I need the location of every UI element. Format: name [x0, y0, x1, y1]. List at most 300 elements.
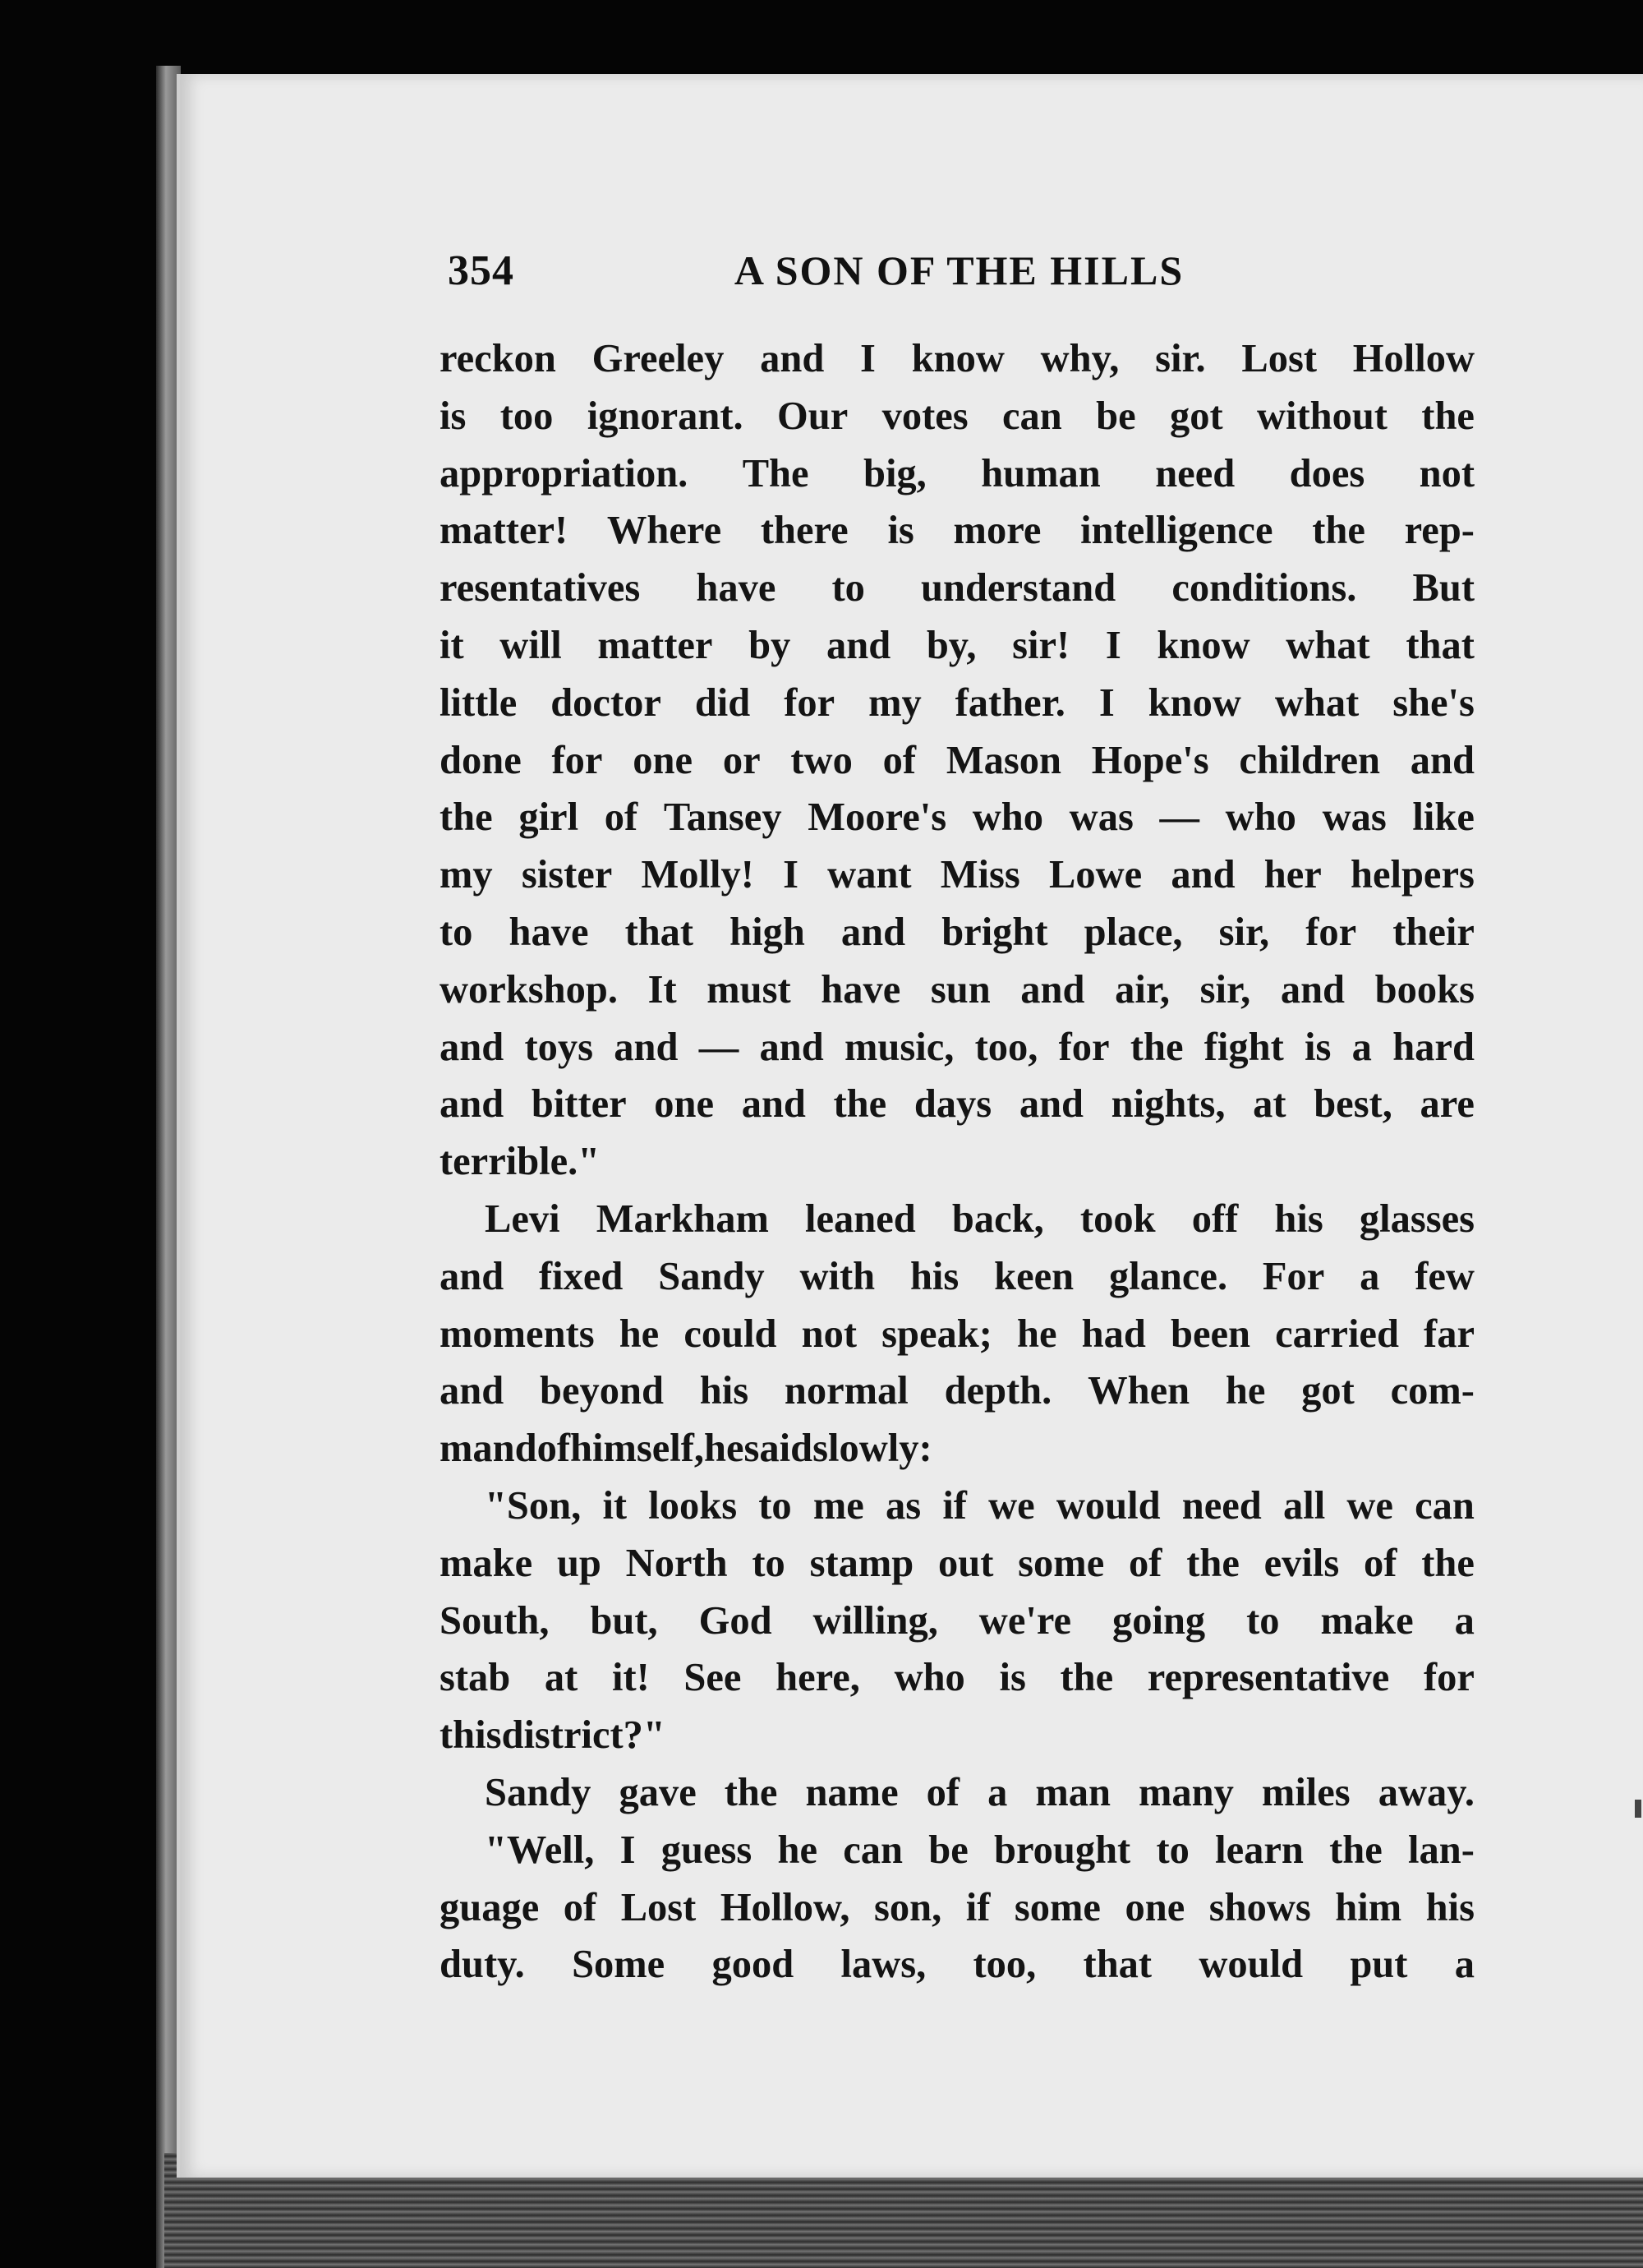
- word: understand: [921, 566, 1116, 611]
- word: would: [1199, 1943, 1304, 1987]
- word: and: [440, 1082, 504, 1127]
- word: I: [619, 1828, 636, 1872]
- word: that: [624, 910, 694, 954]
- word: not: [801, 1311, 858, 1356]
- word: moments: [440, 1311, 595, 1356]
- word: up: [556, 1541, 601, 1585]
- word: a: [1454, 1943, 1475, 1987]
- word: appropriation.: [440, 451, 688, 496]
- word: stamp: [809, 1541, 914, 1585]
- word: a: [1360, 1254, 1380, 1298]
- text-line: [440, 1019, 1475, 1076]
- word: have: [696, 566, 776, 611]
- word: his: [1425, 1885, 1475, 1929]
- word: Molly!: [641, 853, 754, 897]
- word: stab: [440, 1656, 511, 1700]
- word: without: [1256, 394, 1388, 438]
- text-line: [440, 732, 1475, 790]
- word: keen: [994, 1254, 1075, 1298]
- text-line: [440, 1649, 1475, 1707]
- word: For: [1262, 1254, 1325, 1298]
- word: he: [619, 1311, 660, 1356]
- word: out: [938, 1541, 994, 1585]
- word: willing,: [812, 1598, 938, 1643]
- word: conditions.: [1171, 566, 1357, 611]
- word: gave: [619, 1770, 697, 1814]
- word: Hollow,: [720, 1885, 850, 1929]
- running-title: A SON OF THE HILLS: [734, 247, 1185, 293]
- word: the: [833, 1082, 887, 1127]
- word: girl: [518, 795, 579, 840]
- word: —: [698, 1025, 739, 1069]
- word: by,: [926, 623, 977, 667]
- word: for: [1305, 910, 1357, 954]
- word: one: [1125, 1885, 1185, 1929]
- word: make: [1320, 1598, 1414, 1643]
- word: sun: [930, 967, 991, 1012]
- word: for: [551, 738, 603, 782]
- word: he: [704, 1427, 744, 1471]
- word: I: [1105, 623, 1121, 667]
- word: is: [1305, 1025, 1332, 1069]
- text-line: [440, 1133, 1475, 1191]
- word: got: [1301, 1369, 1355, 1413]
- word: fight: [1203, 1025, 1284, 1069]
- word: to: [758, 1483, 792, 1528]
- word: God: [698, 1598, 772, 1643]
- word: and: [741, 1082, 806, 1127]
- word: sir,: [1218, 910, 1270, 954]
- word: carried: [1275, 1311, 1399, 1356]
- word: air,: [1115, 967, 1171, 1012]
- text-line: [440, 1593, 1475, 1650]
- word: little: [440, 680, 518, 725]
- word: I: [1098, 680, 1115, 725]
- word: put: [1350, 1943, 1408, 1987]
- word: place,: [1084, 910, 1183, 954]
- word: "Son,: [485, 1483, 582, 1528]
- scan-fleck: [1635, 1800, 1641, 1818]
- word: and: [440, 1369, 504, 1413]
- word: workshop.: [440, 967, 618, 1012]
- word: and: [760, 337, 825, 380]
- word: by: [748, 623, 791, 667]
- word: why,: [1040, 337, 1120, 380]
- word: him: [1335, 1885, 1402, 1929]
- word: nights,: [1111, 1082, 1226, 1127]
- word: It: [647, 967, 677, 1012]
- word: too: [499, 394, 554, 438]
- text-line: [440, 1362, 1475, 1420]
- word: looks: [648, 1483, 738, 1528]
- word: Lost: [1241, 337, 1318, 380]
- word: she's: [1392, 680, 1475, 725]
- word: But: [1412, 566, 1475, 611]
- word: done: [440, 738, 522, 782]
- word: the: [1130, 1025, 1184, 1069]
- word: the: [1312, 509, 1365, 553]
- text-line: [440, 1306, 1475, 1363]
- word: not: [1419, 451, 1475, 496]
- word: com-: [1390, 1369, 1475, 1413]
- word: the: [440, 795, 493, 840]
- word: who: [1225, 795, 1296, 840]
- word: ignorant.: [587, 394, 743, 438]
- word: few: [1415, 1254, 1475, 1298]
- word: and: [1410, 738, 1475, 782]
- word: "Well,: [485, 1828, 595, 1872]
- text-line: [440, 560, 1475, 617]
- word: can: [1002, 394, 1062, 438]
- word: of: [604, 795, 638, 840]
- word: he: [777, 1828, 817, 1872]
- word: glance.: [1108, 1254, 1228, 1298]
- text-line: [440, 1191, 1475, 1248]
- word: intelligence: [1080, 509, 1273, 553]
- text-line: [440, 789, 1475, 846]
- word: are: [1420, 1082, 1475, 1127]
- word: it: [440, 623, 464, 667]
- text-line: [440, 445, 1475, 503]
- word: would: [1056, 1483, 1161, 1528]
- word: speak;: [881, 1311, 992, 1356]
- text-line: [440, 1535, 1475, 1593]
- word: need: [1155, 451, 1236, 496]
- word: did: [694, 680, 751, 725]
- word: be: [1096, 394, 1136, 438]
- word: we: [988, 1483, 1035, 1528]
- word: is: [440, 394, 467, 438]
- word: children: [1239, 738, 1380, 782]
- text-line: [440, 330, 1475, 388]
- word: Levi: [485, 1196, 560, 1241]
- word: evils: [1263, 1541, 1340, 1585]
- word: The: [742, 451, 809, 496]
- word: too,: [973, 1943, 1037, 1987]
- word: it!: [611, 1656, 650, 1700]
- word: to: [752, 1541, 785, 1585]
- word: the: [1329, 1828, 1383, 1872]
- word: is: [999, 1656, 1026, 1700]
- text-line: [440, 1707, 1475, 1764]
- word: of: [563, 1885, 597, 1929]
- word: this: [440, 1713, 502, 1758]
- word: Greeley: [591, 337, 725, 380]
- text-line: [440, 1936, 1475, 1994]
- word: Hope's: [1091, 738, 1209, 782]
- word: When: [1088, 1369, 1190, 1413]
- word: and: [1171, 853, 1236, 897]
- word: best,: [1314, 1082, 1392, 1127]
- word: here,: [775, 1656, 860, 1700]
- text-line: [440, 1822, 1475, 1879]
- word: be: [928, 1828, 969, 1872]
- word: make: [440, 1541, 533, 1585]
- text-line: [440, 846, 1475, 904]
- word: of: [1364, 1541, 1397, 1585]
- word: beyond: [540, 1369, 664, 1413]
- word: have: [821, 967, 901, 1012]
- word: Some: [572, 1943, 665, 1987]
- word: of: [1129, 1541, 1162, 1585]
- word: one: [633, 738, 693, 782]
- word: Markham: [596, 1196, 769, 1241]
- page-header: [448, 247, 1470, 312]
- word: South,: [440, 1598, 550, 1643]
- word: there: [760, 509, 849, 553]
- word: for: [784, 680, 835, 725]
- word: is: [887, 509, 914, 553]
- word: that: [1083, 1943, 1153, 1987]
- word: if: [965, 1885, 991, 1929]
- word: their: [1392, 910, 1475, 954]
- word: know: [911, 337, 1005, 380]
- word: the: [1186, 1541, 1240, 1585]
- word: North: [625, 1541, 728, 1585]
- word: too,: [974, 1025, 1038, 1069]
- word: bright: [941, 910, 1048, 954]
- word: Miss: [940, 853, 1020, 897]
- word: as: [886, 1483, 922, 1528]
- word: brought: [993, 1828, 1131, 1872]
- word: learn: [1215, 1828, 1304, 1872]
- word: Where: [606, 509, 722, 553]
- word: the: [1060, 1656, 1114, 1700]
- word: duty.: [440, 1943, 525, 1987]
- word: got: [1169, 394, 1223, 438]
- word: reckon: [440, 337, 556, 380]
- word: his: [699, 1369, 749, 1413]
- word: said: [743, 1427, 813, 1471]
- word: have: [509, 910, 589, 954]
- word: all: [1282, 1483, 1326, 1528]
- word: it: [602, 1483, 628, 1528]
- word: will: [499, 623, 562, 667]
- word: of: [882, 738, 917, 782]
- word: off: [1191, 1196, 1239, 1241]
- word: Lost: [620, 1885, 697, 1929]
- word: Mason: [946, 738, 1061, 782]
- word: the: [724, 1770, 778, 1814]
- word: guess: [660, 1828, 752, 1872]
- word: took: [1079, 1196, 1156, 1241]
- word: he: [1225, 1369, 1266, 1413]
- word: was: [1069, 795, 1134, 840]
- word: sir!: [1012, 623, 1070, 667]
- word: many: [1139, 1770, 1234, 1814]
- word: father.: [955, 680, 1065, 725]
- word: miles: [1261, 1770, 1351, 1814]
- word: high: [729, 910, 805, 954]
- word: of: [926, 1770, 960, 1814]
- word: going: [1111, 1598, 1206, 1643]
- word: what: [1286, 623, 1370, 667]
- word: far: [1424, 1311, 1475, 1356]
- word: for: [1058, 1025, 1110, 1069]
- word: doctor: [550, 680, 661, 725]
- word: matter!: [440, 509, 568, 553]
- word: helpers: [1350, 853, 1475, 897]
- word: representative: [1147, 1656, 1390, 1700]
- word: her: [1263, 853, 1322, 897]
- word: or: [722, 738, 761, 782]
- word: Sandy: [658, 1254, 765, 1298]
- word: fixed: [539, 1254, 624, 1298]
- word: I: [783, 853, 798, 897]
- word: we're: [978, 1598, 1072, 1643]
- word: and: [440, 1254, 504, 1298]
- word: sir.: [1155, 337, 1206, 380]
- word: with: [799, 1254, 876, 1298]
- word: and: [440, 1025, 504, 1069]
- text-line: [440, 1477, 1475, 1535]
- word: who: [894, 1656, 965, 1700]
- word: I: [860, 337, 876, 380]
- word: toys: [524, 1025, 593, 1069]
- word: me: [812, 1483, 864, 1528]
- word: big,: [863, 451, 927, 496]
- word: good: [711, 1943, 794, 1987]
- word: does: [1289, 451, 1365, 496]
- word: his: [1274, 1196, 1323, 1241]
- word: some: [1014, 1885, 1101, 1929]
- text-line: [440, 1764, 1475, 1822]
- word: and: [1280, 967, 1346, 1012]
- word: son,: [874, 1885, 942, 1929]
- text-line: [440, 961, 1475, 1019]
- word: away.: [1378, 1770, 1475, 1814]
- word: name: [805, 1770, 899, 1814]
- word: must: [706, 967, 791, 1012]
- word: Lowe: [1048, 853, 1143, 897]
- word: and: [1020, 967, 1085, 1012]
- word: the: [1421, 394, 1475, 438]
- word: himself,: [570, 1427, 705, 1471]
- word: to: [1156, 1828, 1190, 1872]
- word: Moore's: [808, 795, 947, 840]
- word: like: [1412, 795, 1475, 840]
- text-line: [440, 1248, 1475, 1306]
- word: laws,: [840, 1943, 927, 1987]
- word: man: [1035, 1770, 1111, 1814]
- word: and: [614, 1025, 679, 1069]
- word: votes: [881, 394, 969, 438]
- word: more: [953, 509, 1042, 553]
- word: he: [1017, 1311, 1057, 1356]
- word: lan-: [1408, 1828, 1475, 1872]
- word: my: [868, 680, 922, 725]
- word: Tansey: [663, 795, 782, 840]
- word: but,: [590, 1598, 658, 1643]
- text-line: [440, 502, 1475, 560]
- word: can: [1415, 1483, 1475, 1528]
- word: See: [683, 1656, 742, 1700]
- word: was: [1322, 795, 1387, 840]
- word: days: [914, 1082, 992, 1127]
- word: to: [831, 566, 865, 611]
- word: had: [1081, 1311, 1146, 1356]
- word: matter: [597, 623, 713, 667]
- word: his: [909, 1254, 960, 1298]
- text-line: [440, 617, 1475, 675]
- word: and: [1019, 1082, 1084, 1127]
- word: slowly:: [812, 1427, 932, 1471]
- word: and: [759, 1025, 824, 1069]
- word: been: [1170, 1311, 1250, 1356]
- word: to: [1246, 1598, 1280, 1643]
- word: a: [987, 1770, 1008, 1814]
- text-line: [440, 388, 1475, 445]
- word: —: [1159, 795, 1199, 840]
- word: rep-: [1404, 509, 1475, 553]
- word: back,: [951, 1196, 1044, 1241]
- text-line: [440, 1076, 1475, 1133]
- word: Sandy: [485, 1770, 591, 1814]
- word: to: [440, 910, 473, 954]
- text-line: [440, 904, 1475, 961]
- word: terrible.": [440, 1140, 601, 1184]
- word: if: [942, 1483, 967, 1528]
- word: know: [1148, 680, 1241, 725]
- word: hard: [1392, 1025, 1475, 1069]
- word: Our: [777, 394, 849, 438]
- word: for: [1423, 1656, 1475, 1700]
- word: music,: [844, 1025, 955, 1069]
- word: a: [1351, 1025, 1372, 1069]
- body-text: [440, 330, 1475, 1994]
- word: two: [790, 738, 853, 782]
- word: and: [826, 623, 891, 667]
- word: leaned: [805, 1196, 916, 1241]
- word: at: [1253, 1082, 1286, 1127]
- word: sister: [521, 853, 613, 897]
- word: bitter: [531, 1082, 627, 1127]
- word: could: [683, 1311, 777, 1356]
- word: and: [840, 910, 906, 954]
- word: what: [1274, 680, 1360, 725]
- word: my: [440, 853, 493, 897]
- word: the: [1421, 1541, 1475, 1585]
- word: want: [827, 853, 912, 897]
- page-number: 354: [448, 247, 514, 294]
- word: glasses: [1359, 1196, 1475, 1241]
- word: district?": [501, 1713, 665, 1758]
- text-line: [440, 675, 1475, 732]
- word: know: [1157, 623, 1250, 667]
- word: who: [972, 795, 1043, 840]
- word: guage: [440, 1885, 540, 1929]
- word: some: [1018, 1541, 1105, 1585]
- word: we: [1346, 1483, 1393, 1528]
- word: a: [1454, 1598, 1475, 1643]
- word: shows: [1208, 1885, 1311, 1929]
- word: at: [544, 1656, 578, 1700]
- word: can: [843, 1828, 903, 1872]
- word: sir,: [1199, 967, 1251, 1012]
- text-line: [440, 1879, 1475, 1937]
- word: Hollow: [1352, 337, 1475, 380]
- word: resentatives: [440, 566, 641, 611]
- word: normal: [784, 1369, 909, 1413]
- word: need: [1181, 1483, 1262, 1528]
- word: depth.: [944, 1369, 1052, 1413]
- word: mand: [440, 1427, 537, 1471]
- word: of: [536, 1427, 571, 1471]
- word: books: [1374, 967, 1475, 1012]
- text-line: [440, 1420, 1475, 1477]
- word: one: [654, 1082, 715, 1127]
- word: human: [981, 451, 1101, 496]
